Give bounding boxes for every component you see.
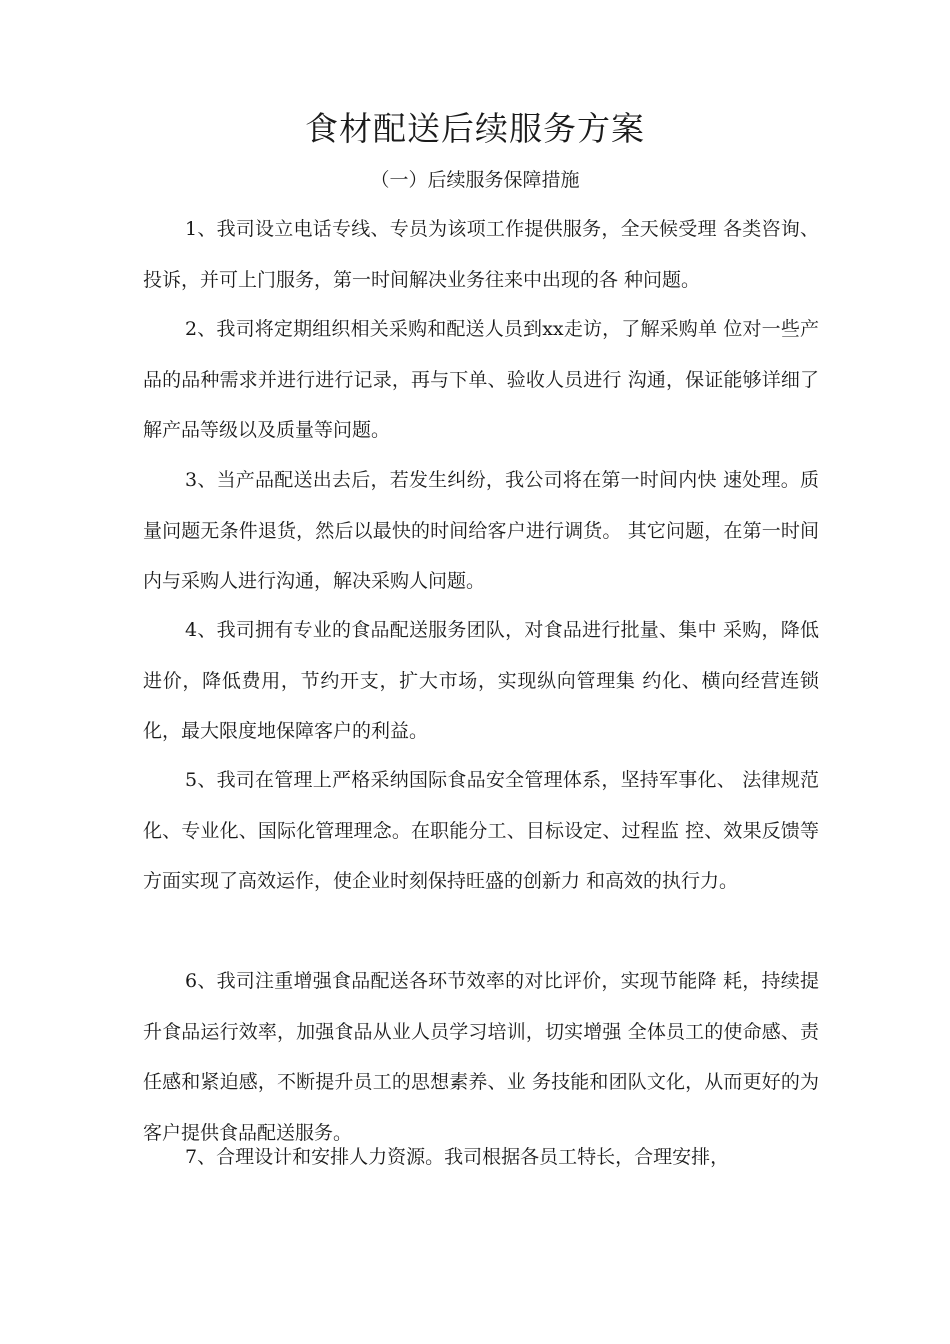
paragraph-4: 4、我司拥有专业的食品配送服务团队，对食品进行批量、集中 采购，降低进价，降低费用，节约开支，扩大市场，实现纵向管理集 约化、横向经营连锁化，最大限度地保障客户的利益。 bbox=[143, 619, 819, 742]
document-title: 食材配送后续服务方案 bbox=[305, 109, 645, 148]
paragraph-6: 6、我司注重增强食品配送各环节效率的对比评价，实现节能降 耗，持续提升食品运行效率，加强食品从业人员学习培训，切实增强 全体员工的使命感、责任感和紧迫感，不断提升员工的思想素养、业 务技能和团队文化，从而更好的为客户提供食品配送服务。 bbox=[143, 970, 819, 1144]
paragraph-2: 2、我司将定期组织相关采购和配送人员到xx走访，了解采购单 位对一些产品的品种需求并进行进行记录，再与下单、验收人员进行 沟通，保证能够详细了解产品等级以及质量等问题。 bbox=[143, 318, 819, 441]
section-heading: （一）后续服务保障措施 bbox=[370, 169, 580, 191]
paragraph-3: 3、当产品配送出去后，若发生纠纷，我公司将在第一时间内快 速处理。质量问题无条件退货，然后以最快的时间给客户进行调货。 其它问题，在第一时间内与采购人进行沟通，解决采购人问题。 bbox=[143, 469, 819, 592]
paragraph-5: 5、我司在管理上严格采纳国际食品安全管理体系，坚持军事化、 法律规范化、专业化、国际化管理理念。在职能分工、目标设定、过程监 控、效果反馈等方面实现了高效运作，使企业时刻保持旺盛的创新力 和高效的执行力。 bbox=[143, 769, 819, 892]
paragraph-1: 1、我司设立电话专线、专员为该项工作提供服务，全天候受理 各类咨询、投诉，并可上门服务，第一时间解决业务往来中出现的各 种问题。 bbox=[143, 218, 819, 291]
paragraph-7: 7、合理设计和安排人力资源。我司根据各员工特长，合理安排， bbox=[185, 1146, 730, 1168]
